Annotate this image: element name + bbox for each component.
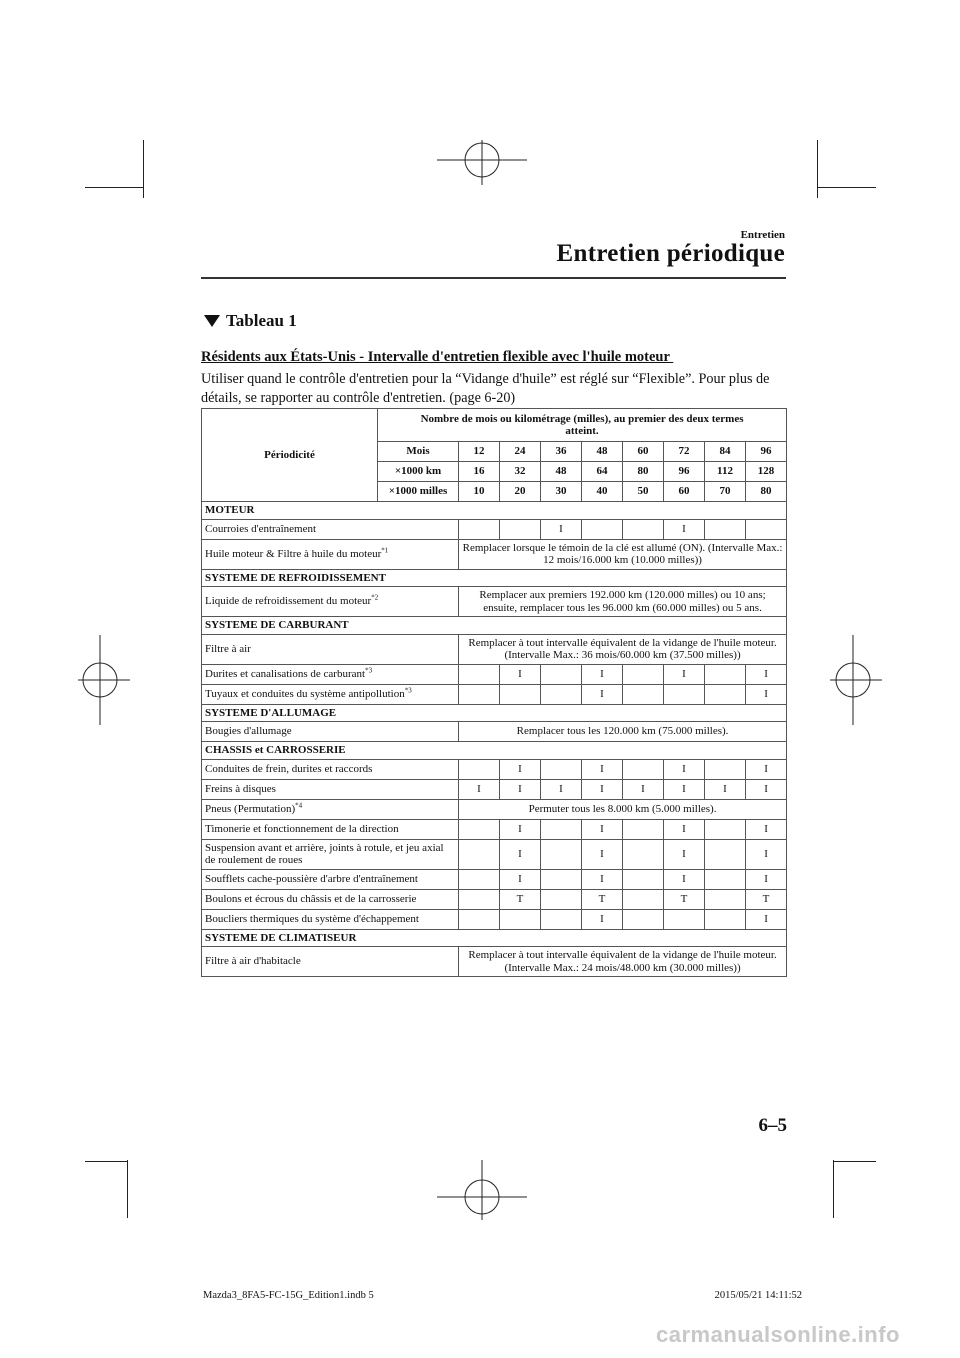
mois-value: 48 — [582, 442, 623, 462]
table-row — [202, 664, 787, 684]
interval-cell — [705, 759, 746, 779]
table-row — [202, 819, 787, 839]
crop-mark — [818, 187, 876, 188]
interval-cell: I — [705, 779, 746, 799]
table-row — [202, 684, 787, 704]
interval-cell: I — [582, 869, 623, 889]
item-label: Conduites de frein, durites et raccords — [205, 762, 373, 775]
table-row — [202, 587, 787, 617]
section-heading: SYSTEME DE CARBURANT — [202, 617, 787, 635]
section-row — [202, 569, 787, 587]
miles-value: 10 — [459, 482, 500, 502]
header-rule — [201, 277, 786, 279]
km-value: 80 — [623, 462, 664, 482]
mois-value: 96 — [746, 442, 787, 462]
section-row — [202, 742, 787, 760]
footer-timestamp: 2015/05/21 14:11:52 — [714, 1290, 802, 1301]
interval-cell: I — [746, 759, 787, 779]
section-row — [202, 617, 787, 635]
interval-cell: I — [582, 779, 623, 799]
interval-cell: I — [664, 839, 705, 869]
item-instruction: Remplacer tous les 120.000 km (75.000 milles). — [459, 722, 787, 742]
interval-cell: I — [582, 909, 623, 929]
item-label-cell — [202, 759, 459, 779]
interval-cell — [459, 819, 500, 839]
crop-mark — [143, 140, 144, 198]
table-row — [202, 779, 787, 799]
item-label-cell — [202, 684, 459, 704]
interval-cell — [541, 759, 582, 779]
interval-cell — [541, 684, 582, 704]
item-label-cell — [202, 587, 459, 617]
interval-cell — [459, 759, 500, 779]
table-row — [202, 869, 787, 889]
table-row — [202, 799, 787, 819]
table-row — [202, 947, 787, 977]
item-label: Tuyaux et conduites du système antipollution — [205, 687, 405, 700]
km-label: ×1000 km — [378, 462, 459, 482]
interval-cell — [459, 869, 500, 889]
footnote-ref: *1 — [381, 546, 389, 555]
table-row — [202, 634, 787, 664]
interval-cell — [664, 909, 705, 929]
item-label-cell — [202, 664, 459, 684]
interval-cell: T — [746, 889, 787, 909]
mois-value: 84 — [705, 442, 746, 462]
km-value: 48 — [541, 462, 582, 482]
interval-cell: I — [664, 779, 705, 799]
item-label: Filtre à air — [205, 642, 251, 655]
section-heading: SYSTEME DE REFROIDISSEMENT — [202, 569, 787, 587]
item-label-cell — [202, 519, 459, 539]
interval-cell — [623, 759, 664, 779]
interval-cell: T — [500, 889, 541, 909]
mois-value: 36 — [541, 442, 582, 462]
interval-cell — [541, 819, 582, 839]
interval-cell: I — [664, 869, 705, 889]
crop-mark — [85, 187, 143, 188]
interval-cell — [459, 839, 500, 869]
interval-cell — [459, 684, 500, 704]
interval-cell: I — [582, 664, 623, 684]
interval-note: Nombre de mois ou kilométrage (milles), au premier des deux termes atteint. — [378, 409, 787, 442]
interval-cell — [623, 684, 664, 704]
interval-cell — [623, 869, 664, 889]
registration-mark-icon — [78, 635, 130, 725]
interval-cell: T — [664, 889, 705, 909]
item-label: Freins à disques — [205, 782, 276, 795]
table-body — [202, 502, 787, 977]
section-label: Entretien — [740, 229, 785, 241]
item-label: Filtre à air d'habitacle — [205, 955, 301, 968]
item-label: Huile moteur & Filtre à huile du moteur — [205, 547, 382, 560]
interval-cell — [500, 909, 541, 929]
footnote-ref: *3 — [404, 686, 412, 695]
table-row — [202, 539, 787, 569]
interval-cell — [705, 869, 746, 889]
km-value: 96 — [664, 462, 705, 482]
item-label-cell — [202, 799, 459, 819]
item-label-cell — [202, 539, 459, 569]
interval-cell — [705, 684, 746, 704]
interval-cell: I — [500, 869, 541, 889]
interval-cell — [500, 519, 541, 539]
interval-cell: I — [541, 779, 582, 799]
interval-cell: I — [664, 759, 705, 779]
interval-cell: I — [746, 819, 787, 839]
table-row — [202, 409, 787, 442]
section-heading: SYSTEME DE CLIMATISEUR — [202, 929, 787, 947]
table-row — [202, 889, 787, 909]
item-label: Liquide de refroidissement du moteur — [205, 595, 372, 608]
item-label: Timonerie et fonctionnement de la direction — [205, 822, 399, 835]
mois-value: 24 — [500, 442, 541, 462]
table-heading-text: Tableau 1 — [226, 311, 297, 330]
item-instruction: Permuter tous les 8.000 km (5.000 milles). — [459, 799, 787, 819]
interval-cell — [459, 519, 500, 539]
registration-mark-icon — [437, 1160, 527, 1220]
registration-mark-icon — [437, 140, 527, 190]
interval-cell — [541, 664, 582, 684]
interval-cell — [705, 664, 746, 684]
miles-value: 20 — [500, 482, 541, 502]
item-label: Bougies d'allumage — [205, 725, 292, 738]
mois-value: 72 — [664, 442, 705, 462]
crop-mark — [833, 1160, 834, 1218]
interval-cell — [541, 839, 582, 869]
item-label: Boulons et écrous du châssis et de la carrosserie — [205, 892, 417, 905]
item-label: Pneus (Permutation) — [205, 802, 296, 815]
item-label: Durites et canalisations de carburant — [205, 667, 366, 680]
item-label-cell — [202, 839, 459, 869]
interval-cell: I — [746, 839, 787, 869]
maintenance-table-body — [201, 408, 787, 977]
interval-cell: I — [664, 519, 705, 539]
interval-cell — [746, 519, 787, 539]
interval-cell — [623, 519, 664, 539]
item-instruction: Remplacer aux premiers 192.000 km (120.000 milles) ou 10 ans; ensuite, remplacer tous les 96.000 km (60.000 milles) ou 5 ans. — [459, 587, 787, 617]
interval-cell — [459, 889, 500, 909]
item-label-cell — [202, 909, 459, 929]
interval-cell: I — [582, 839, 623, 869]
period-label: Périodicité — [202, 409, 378, 502]
item-label-cell — [202, 869, 459, 889]
interval-cell — [664, 684, 705, 704]
section-heading: SYSTEME D'ALLUMAGE — [202, 704, 787, 722]
item-instruction: Remplacer à tout intervalle équivalent de la vidange de l'huile moteur. (Intervalle Max.: 24 mois/48.000 km (30.000 milles)) — [459, 947, 787, 977]
km-value: 32 — [500, 462, 541, 482]
interval-cell: I — [746, 869, 787, 889]
interval-cell — [705, 519, 746, 539]
interval-cell — [623, 664, 664, 684]
registration-mark-icon — [830, 635, 882, 725]
section-heading: CHASSIS et CARROSSERIE — [202, 742, 787, 760]
section-row — [202, 929, 787, 947]
interval-cell — [705, 909, 746, 929]
km-value: 112 — [705, 462, 746, 482]
miles-value: 60 — [664, 482, 705, 502]
item-label-cell — [202, 779, 459, 799]
interval-cell: I — [746, 664, 787, 684]
interval-cell: I — [664, 819, 705, 839]
interval-cell — [623, 889, 664, 909]
footer-file: Mazda3_8FA5-FC-15G_Edition1.indb 5 — [203, 1290, 374, 1301]
interval-cell — [705, 889, 746, 909]
item-instruction: Remplacer lorsque le témoin de la clé est allumé (ON). (Intervalle Max.: 12 mois/16.000 km (10.000 milles)) — [459, 539, 787, 569]
interval-cell: I — [746, 909, 787, 929]
miles-value: 40 — [582, 482, 623, 502]
item-label: Suspension avant et arrière, joints à rotule, et jeu axial de roulement de roues — [205, 841, 444, 866]
interval-cell: T — [582, 889, 623, 909]
interval-cell — [459, 909, 500, 929]
page-number: 6–5 — [758, 1115, 787, 1136]
interval-cell: I — [500, 839, 541, 869]
mois-value: 60 — [623, 442, 664, 462]
interval-cell: I — [500, 664, 541, 684]
interval-cell: I — [500, 759, 541, 779]
crop-mark — [85, 1161, 127, 1162]
miles-value: 80 — [746, 482, 787, 502]
miles-label: ×1000 milles — [378, 482, 459, 502]
crop-mark — [127, 1160, 128, 1218]
crop-mark — [817, 140, 818, 198]
interval-cell: I — [500, 819, 541, 839]
interval-cell — [623, 909, 664, 929]
km-value: 128 — [746, 462, 787, 482]
interval-cell — [500, 684, 541, 704]
interval-cell: I — [541, 519, 582, 539]
interval-cell: I — [746, 684, 787, 704]
table-row — [202, 519, 787, 539]
item-label: Courroies d'entraînement — [205, 522, 317, 535]
section-heading: MOTEUR — [202, 502, 787, 520]
item-label-cell — [202, 722, 459, 742]
interval-cell — [541, 909, 582, 929]
interval-cell: I — [459, 779, 500, 799]
interval-cell: I — [500, 779, 541, 799]
item-label-cell — [202, 634, 459, 664]
interval-cell — [541, 889, 582, 909]
section-row — [202, 704, 787, 722]
km-value: 16 — [459, 462, 500, 482]
item-instruction: Remplacer à tout intervalle équivalent de la vidange de l'huile moteur. (Intervalle Max.: 36 mois/60.000 km (37.500 milles)) — [459, 634, 787, 664]
page-title: Entretien périodique — [556, 240, 785, 267]
interval-cell: I — [582, 819, 623, 839]
footnote-ref: *3 — [365, 666, 373, 675]
interval-cell — [705, 819, 746, 839]
footnote-ref: *4 — [295, 801, 303, 810]
interval-cell — [541, 869, 582, 889]
interval-cell: I — [746, 779, 787, 799]
subheading: Résidents aux États-Unis - Intervalle d'entretien flexible avec l'huile moteur — [201, 349, 674, 365]
watermark: carmanualsonline.info — [656, 1322, 900, 1347]
miles-value: 30 — [541, 482, 582, 502]
table-heading — [204, 311, 297, 331]
table-row — [202, 909, 787, 929]
interval-cell: I — [582, 684, 623, 704]
interval-cell — [459, 664, 500, 684]
interval-cell — [623, 839, 664, 869]
triangle-down-icon — [204, 315, 220, 327]
mois-label: Mois — [378, 442, 459, 462]
interval-cell — [623, 819, 664, 839]
item-label-cell — [202, 947, 459, 977]
km-value: 64 — [582, 462, 623, 482]
interval-cell: I — [623, 779, 664, 799]
crop-mark — [834, 1161, 876, 1162]
item-label-cell — [202, 819, 459, 839]
item-label-cell — [202, 889, 459, 909]
table-row — [202, 722, 787, 742]
table-row — [202, 759, 787, 779]
item-label: Soufflets cache-poussière d'arbre d'entraînement — [205, 872, 418, 885]
mois-value: 12 — [459, 442, 500, 462]
intro-paragraph: Utiliser quand le contrôle d'entretien pour la “Vidange d'huile” est réglé sur “Flexible”. Pour plus de détails, se rapporter au contrôle d'entretien. (page 6-20) — [201, 371, 770, 406]
table-row — [202, 839, 787, 869]
section-row — [202, 502, 787, 520]
interval-cell — [705, 839, 746, 869]
interval-cell — [582, 519, 623, 539]
interval-cell: I — [582, 759, 623, 779]
footnote-ref: *2 — [371, 593, 379, 602]
interval-cell: I — [664, 664, 705, 684]
item-label: Boucliers thermiques du système d'échappement — [205, 912, 419, 925]
miles-value: 70 — [705, 482, 746, 502]
miles-value: 50 — [623, 482, 664, 502]
